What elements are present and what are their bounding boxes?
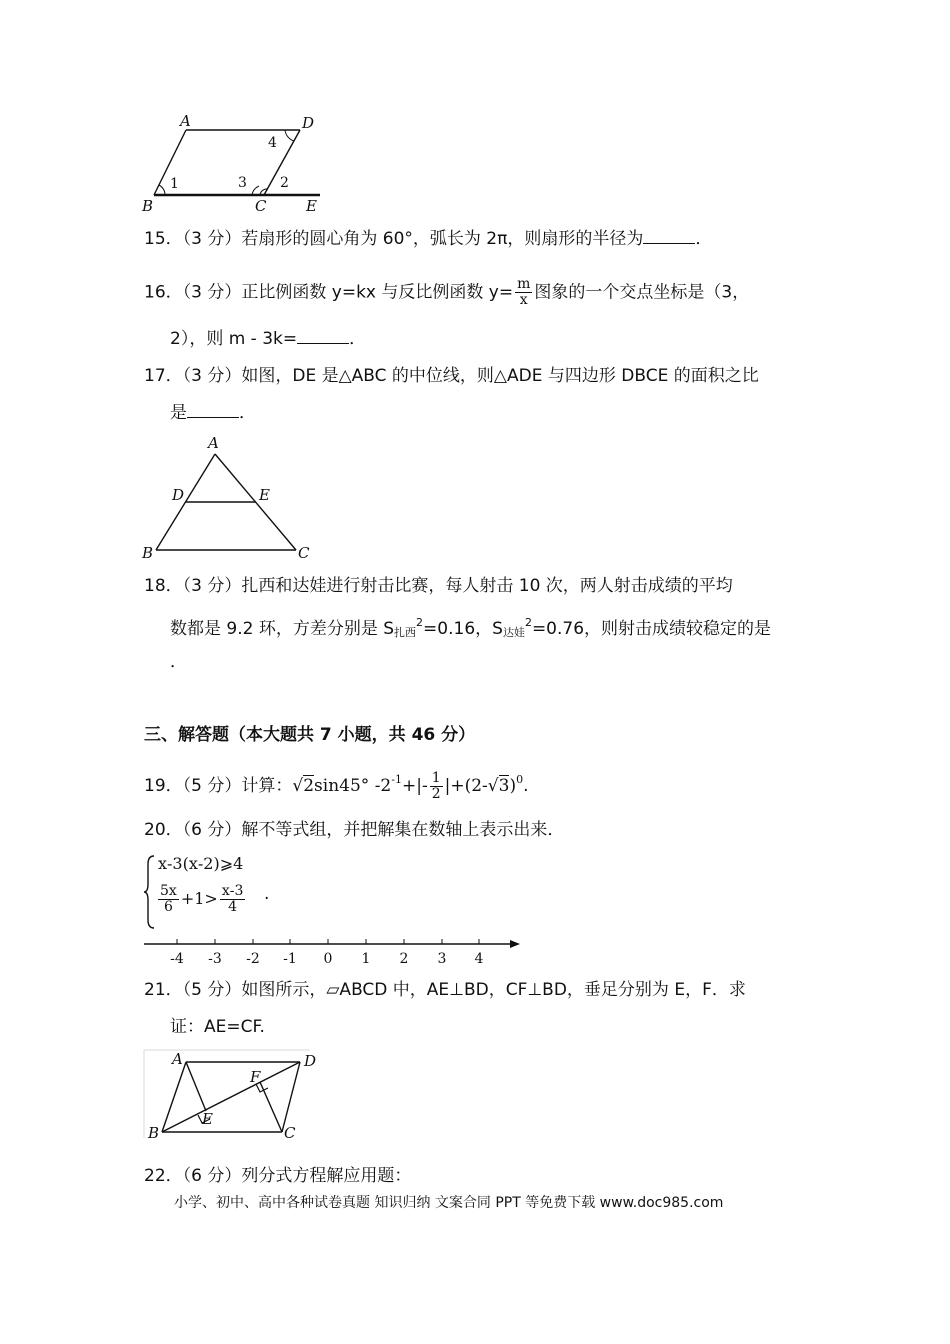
q20-end: . <box>264 884 270 904</box>
tick-label-0: 0 <box>323 951 333 967</box>
q19-root-2: 2 <box>303 776 315 796</box>
left-brace-icon <box>144 854 156 930</box>
question-16 <box>144 277 749 308</box>
q20-mid: +1> <box>180 889 218 908</box>
number-line-ticks <box>177 939 479 944</box>
q18-sub-dawa: 达娃 <box>502 626 525 639</box>
q17-number: 17． <box>144 366 183 386</box>
q18-line1: （3 分）扎西和达娃进行射击比赛，每人射击 10 次，两人射击成绩的平均 <box>182 576 733 596</box>
fig14-angle-1: 1 <box>170 176 179 192</box>
fig14-label-d: D <box>302 114 315 132</box>
fig17-label-d: D <box>172 486 185 504</box>
q20-ineq1: x‐3(x‐2)⩾4 <box>158 854 244 873</box>
tick-label-minus-3: -3 <box>208 951 222 967</box>
q20-frac1-num: 5x <box>160 883 177 899</box>
tick-label-minus-2: -2 <box>246 951 260 967</box>
q19-frac-num: 1 <box>431 770 441 786</box>
q19-expr-b: sin45° ‐2 <box>314 776 392 796</box>
number-line <box>140 932 525 968</box>
q17-line2: 是 <box>170 403 187 423</box>
q17-answer-blank[interactable] <box>187 401 239 418</box>
tick-label-minus-4: -4 <box>170 951 184 967</box>
figure-parallelogram-abcd-perpendiculars <box>140 1048 330 1144</box>
q19-fraction <box>430 771 443 802</box>
q22-number: 22． <box>144 1166 183 1186</box>
q20-frac2 <box>220 884 246 915</box>
fig14-angle-4: 4 <box>268 135 277 151</box>
q20-text: （6 分）解不等式组，并把解集在数轴上表示出来． <box>182 820 565 840</box>
question-19 <box>144 768 529 802</box>
tick-label-minus-1: -1 <box>283 951 297 967</box>
q21-line1: （5 分）如图所示，▱ABCD 中，AE⊥BD，CF⊥BD，垂足分别为 E，F．求 <box>182 980 746 1000</box>
question-20 <box>144 818 564 842</box>
sqrt-icon: √ <box>292 776 304 796</box>
fig17-label-e: E <box>259 486 270 504</box>
tick-label-1: 1 <box>361 951 371 967</box>
question-21 <box>144 978 746 1002</box>
question-15 <box>144 227 712 251</box>
fig14-label-a: A <box>180 112 191 130</box>
q20-frac1 <box>158 884 179 915</box>
section-3-heading: 三、解答题（本大题共 7 小题，共 46 分） <box>144 725 476 745</box>
q20-ineq2 <box>156 884 247 915</box>
q16-fraction <box>515 277 532 308</box>
q19-frac-den: 2 <box>431 786 441 802</box>
q21-line2: 证：AE=CF. <box>170 1017 265 1037</box>
q15-answer-blank[interactable] <box>643 227 695 244</box>
fig17-label-b: B <box>142 544 154 562</box>
q18-line2-b: =0.16，S <box>423 619 503 639</box>
fig14-label-b: B <box>142 197 154 215</box>
q19-expr-e: ) <box>509 776 517 796</box>
q20-frac1-den: 6 <box>163 899 173 915</box>
q16-frac-den: x <box>519 292 528 308</box>
fig21-label-a: A <box>172 1050 183 1068</box>
fig21-label-b: B <box>148 1124 160 1142</box>
q20-number: 20． <box>144 820 183 840</box>
q17-end: ． <box>239 403 256 423</box>
q17-line1: （3 分）如图，DE 是△ABC 的中位线，则△ADE 与四边形 DBCE 的面积之比 <box>182 366 759 386</box>
fig21-label-d: D <box>304 1052 317 1070</box>
q20-inequality-system <box>144 852 344 932</box>
q18-line3: ． <box>170 652 187 672</box>
question-18 <box>144 574 733 598</box>
q15-text: （3 分）若扇形的圆心角为 60°，弧长为 2π，则扇形的半径为 <box>182 229 644 249</box>
q15-end: ． <box>695 229 713 249</box>
fig21-label-e: E <box>202 1110 213 1128</box>
q16-text-before: （3 分）正比例函数 y=kx 与反比例函数 y= <box>182 282 514 303</box>
q19-expr-c: +|‐ <box>401 776 428 796</box>
q16-line2: 2），则 m ‐ 3k= <box>170 329 298 349</box>
tick-label-3: 3 <box>437 951 447 967</box>
fig14-label-e: E <box>306 197 317 215</box>
fig17-label-a: A <box>208 434 219 452</box>
sqrt-icon: √ <box>487 776 499 796</box>
q16-text-after: 图象的一个交点坐标是（3， <box>534 282 750 303</box>
q19-expr-sup2: 0 <box>516 773 524 786</box>
question-18-line3 <box>170 650 187 674</box>
q20-frac2-den: 4 <box>228 899 238 915</box>
figure-triangle-abc-midline <box>138 432 318 562</box>
question-18-line2 <box>170 611 771 645</box>
q19-number: 19． <box>144 776 183 796</box>
q19-text: （5 分）计算： <box>182 776 293 796</box>
fig17-label-c: C <box>298 544 310 562</box>
q19-expr-sup: ‐1 <box>391 773 402 786</box>
q19-expr-d: |+(2‐ <box>444 776 488 796</box>
question-22 <box>144 1164 411 1188</box>
q19-end: . <box>523 776 529 796</box>
q21-number: 21． <box>144 980 183 1000</box>
q18-number: 18． <box>144 576 183 596</box>
fig14-angle-3: 3 <box>238 175 247 191</box>
q16-end: ． <box>349 329 367 349</box>
q18-sub-zhaxi: 扎西 <box>394 626 417 639</box>
q16-answer-blank[interactable] <box>297 327 349 344</box>
question-16-line2 <box>170 327 366 351</box>
q18-line2-a: 数都是 9.2 环，方差分别是 S <box>170 619 395 639</box>
fig21-label-c: C <box>284 1124 296 1142</box>
q22-text: （6 分）列分式方程解应用题： <box>182 1166 412 1186</box>
q16-number: 16． <box>144 282 183 303</box>
q18-sup-2: 2 <box>524 616 532 629</box>
question-17-line2 <box>170 401 256 425</box>
figure-parallelogram-abcd-e <box>140 110 330 215</box>
tick-label-2: 2 <box>399 951 409 967</box>
q18-sup-1: 2 <box>416 616 424 629</box>
page-footer: 小学、初中、高中各种试卷真题 知识归纳 文案合同 PPT 等免费下载 www.doc985.com <box>174 1195 724 1211</box>
question-21-line2 <box>170 1015 265 1039</box>
q19-expression <box>292 770 524 802</box>
q16-frac-num: m <box>517 276 531 292</box>
fig21-label-f: F <box>250 1068 261 1086</box>
tick-label-4: 4 <box>474 951 484 967</box>
fig14-label-c: C <box>255 197 267 215</box>
q15-number: 15． <box>144 229 183 249</box>
fig14-angle-2: 2 <box>280 175 289 191</box>
q20-frac2-num: x‐3 <box>221 883 244 899</box>
q19-root-3: 3 <box>498 776 510 796</box>
question-17 <box>144 364 759 388</box>
q18-line2-c: =0.76，则射击成绩较稳定的是 <box>531 619 772 639</box>
